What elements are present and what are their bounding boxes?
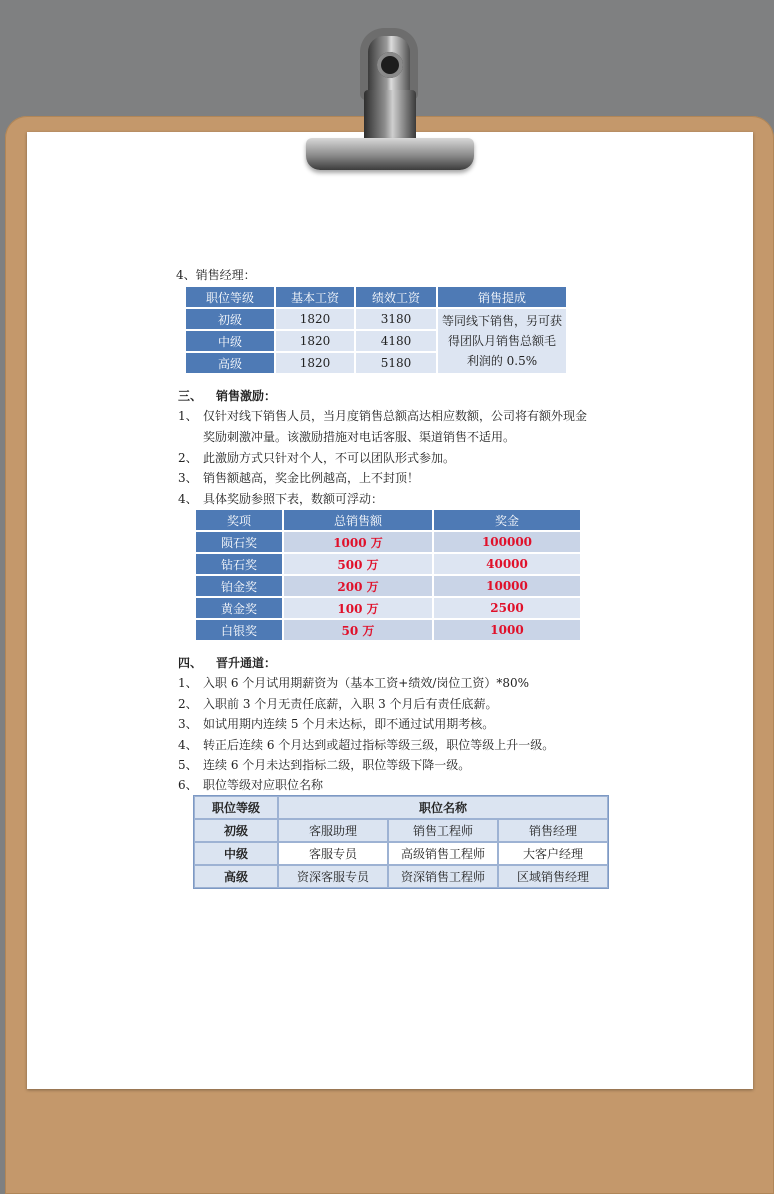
position-level: 高级 [194,865,278,888]
incentive-text: 此激励方式只针对个人，不可以团队形式参加。 [203,451,456,465]
position-name: 客服助理 [278,819,388,842]
section-incentive-heading-num: 三、 [178,389,203,403]
promotion-text: 连续 6 个月未达到指标二级，职位等级下降一级。 [203,758,471,772]
award-sales: 200 万 [284,576,432,596]
header-perf: 绩效工资 [356,287,436,307]
incentive-text: 具体奖励参照下表，数额可浮动： [203,492,384,506]
header-commission: 销售提成 [438,287,566,307]
award-name: 铂金奖 [196,576,282,596]
award-bonus: 10000 [434,576,580,596]
header-sales: 总销售额 [284,510,432,530]
commission-line: 利润的 0.5% [466,354,538,368]
award-sales: 1000 万 [284,532,432,552]
award-table [194,508,582,642]
position-name: 大客户经理 [498,842,608,865]
position-table [193,795,609,889]
incentive-text: 奖励刺激冲量。该激励措施对电话客服、渠道销售不适用。 [203,430,516,444]
row-level: 高级 [186,353,274,373]
award-name: 钻石奖 [196,554,282,574]
header-position: 职位名称 [278,796,608,819]
section-promotion-heading: 晋升通道： [216,656,277,670]
clip-hole [377,52,403,78]
promotion-text: 入职前 3 个月无责任底薪，入职 3 个月后有责任底薪。 [203,697,498,711]
row-perf: 5180 [356,353,436,373]
table-header-row [194,796,608,819]
header-award: 奖项 [196,510,282,530]
section-promotion-heading-num: 四、 [178,656,203,670]
award-sales: 100 万 [284,598,432,618]
award-sales: 500 万 [284,554,432,574]
promotion-text: 如试用期内连续 5 个月未达标，即不通过试用期考核。 [203,717,495,731]
row-level: 初级 [186,309,274,329]
position-name: 销售经理 [498,819,608,842]
table-row [196,620,580,640]
row-perf: 3180 [356,309,436,329]
header-base: 基本工资 [276,287,354,307]
table-row [194,842,608,865]
table-row [196,532,580,552]
manager-salary-table [184,285,568,375]
table-header-row [186,287,566,307]
clip-stem [364,90,416,142]
position-level: 初级 [194,819,278,842]
promotion-text: 职位等级对应职位名称 [203,778,324,792]
commission-line: 等同线下销售，另可获 [441,314,562,328]
row-perf: 4180 [356,331,436,351]
incentive-num: 3、 [178,471,198,485]
row-base: 1820 [276,309,354,329]
position-name: 销售工程师 [388,819,498,842]
promotion-num: 4、 [178,738,198,752]
table-row [194,865,608,888]
position-name: 高级销售工程师 [388,842,498,865]
promotion-num: 2、 [178,697,198,711]
table-row [186,309,566,329]
clip-base [306,138,474,170]
award-sales: 50 万 [284,620,432,640]
header-level: 职位等级 [186,287,274,307]
incentive-text: 销售额越高，奖金比例越高，上不封顶！ [203,471,420,485]
commission-line: 得团队月销售总额毛 [447,334,556,348]
award-name: 黄金奖 [196,598,282,618]
row-base: 1820 [276,353,354,373]
row-level: 中级 [186,331,274,351]
table-header-row [196,510,580,530]
promotion-num: 6、 [178,778,198,792]
header-level: 职位等级 [194,796,278,819]
award-bonus: 40000 [434,554,580,574]
award-bonus: 2500 [434,598,580,618]
promotion-num: 1、 [178,676,198,690]
commission-note [438,309,566,373]
section-incentive-heading: 销售激励： [216,389,277,403]
award-bonus: 1000 [434,620,580,640]
position-name: 资深销售工程师 [388,865,498,888]
table-row [196,598,580,618]
promotion-text: 转正后连续 6 个月达到或超过指标等级三级，职位等级上升一级。 [203,738,555,752]
table-row [196,554,580,574]
award-name: 陨石奖 [196,532,282,552]
promotion-text: 入职 6 个月试用期薪资为（基本工资+绩效/岗位工资）*80% [203,676,530,690]
table-row [196,576,580,596]
position-level: 中级 [194,842,278,865]
promotion-num: 5、 [178,758,198,772]
award-bonus: 100000 [434,532,580,552]
promotion-num: 3、 [178,717,198,731]
award-name: 白银奖 [196,620,282,640]
table-row [194,819,608,842]
incentive-text: 仅针对线下销售人员，当月度销售总额高达相应数额，公司将有额外现金 [203,409,588,423]
row-base: 1820 [276,331,354,351]
incentive-num: 1、 [178,409,198,423]
header-bonus: 奖金 [434,510,580,530]
incentive-num: 4、 [178,492,198,506]
position-name: 客服专员 [278,842,388,865]
section-manager-title: 4、销售经理： [176,268,256,282]
position-name: 区域销售经理 [498,865,608,888]
incentive-num: 2、 [178,451,198,465]
position-name: 资深客服专员 [278,865,388,888]
